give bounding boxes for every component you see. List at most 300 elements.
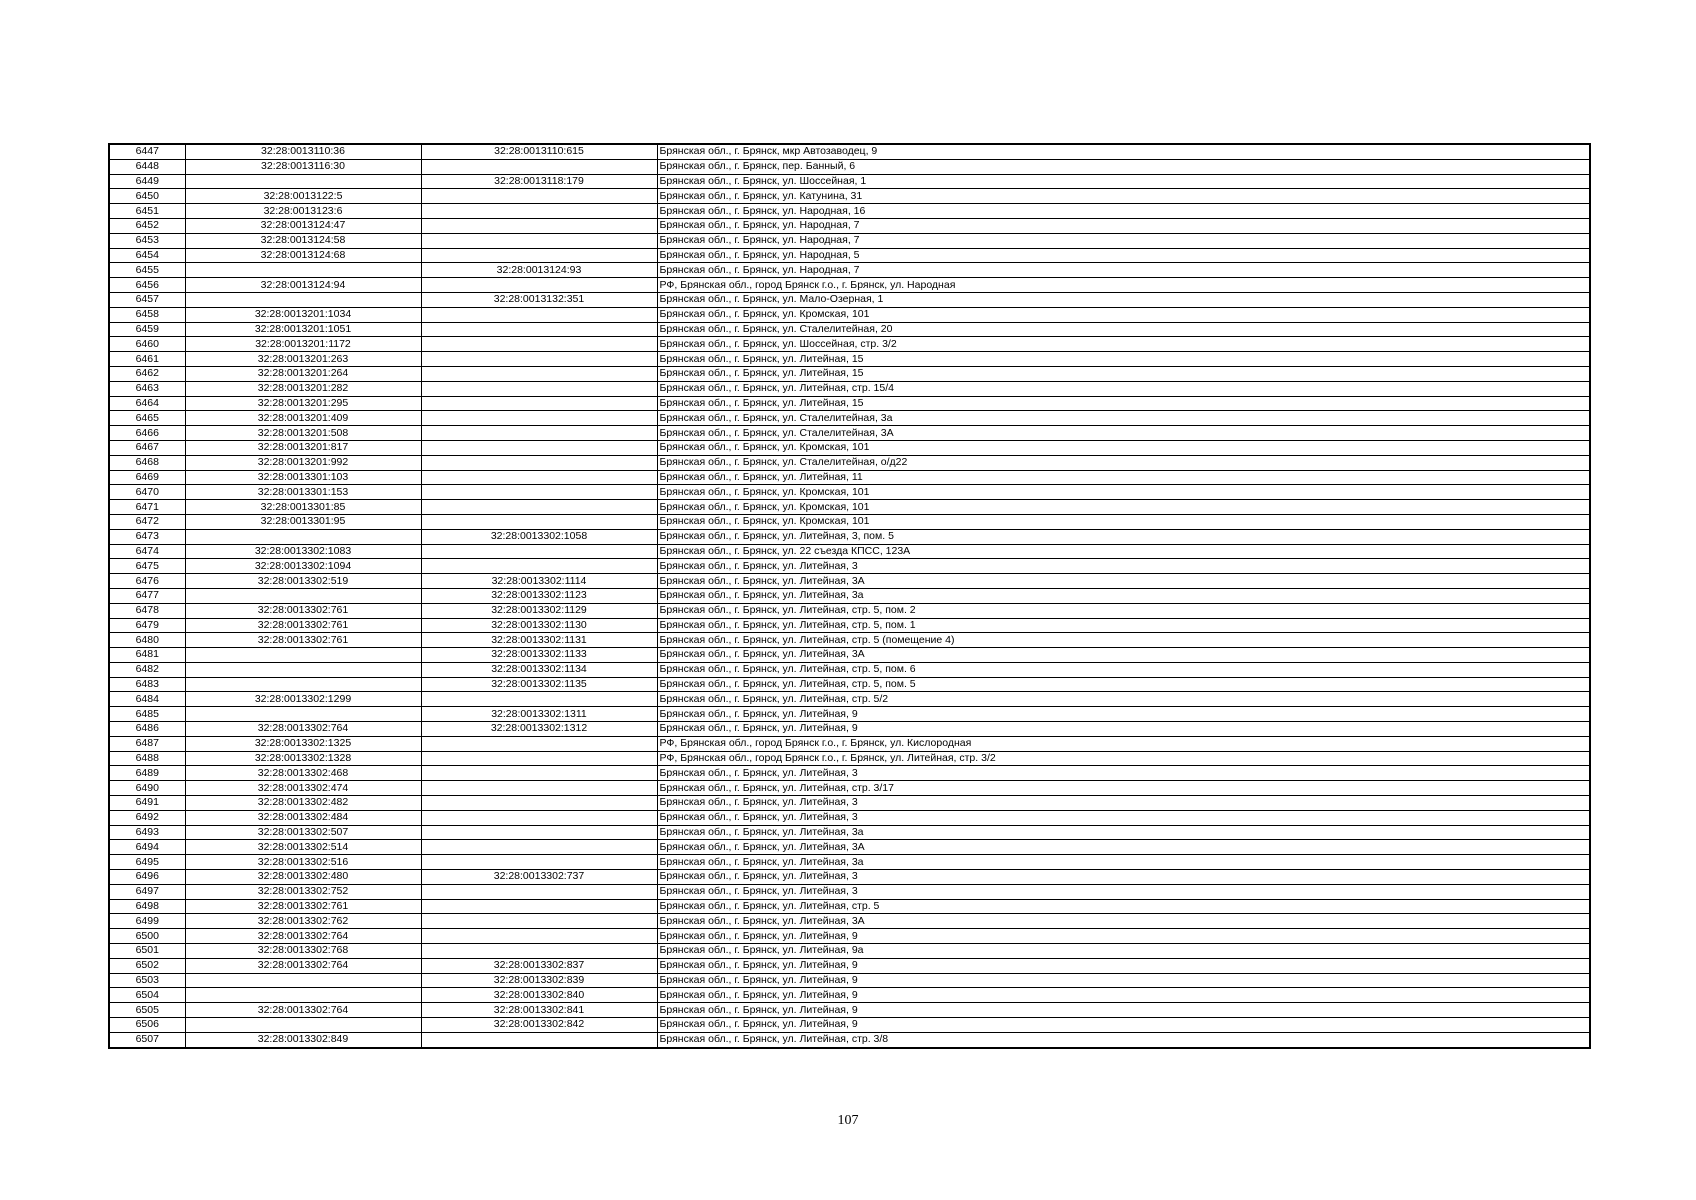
- row-number-cell: 6490: [109, 781, 185, 796]
- building-cadastral-number-cell: [421, 559, 657, 574]
- table-row: [109, 204, 1590, 219]
- row-number-cell: 6452: [109, 218, 185, 233]
- land-cadastral-number-cell: 32:28:0013302:1328: [185, 751, 421, 766]
- land-cadastral-number-cell: 32:28:0013302:752: [185, 884, 421, 899]
- building-cadastral-number-cell: [421, 426, 657, 441]
- building-cadastral-number-cell: 32:28:0013302:840: [421, 988, 657, 1003]
- building-cadastral-number-cell: [421, 751, 657, 766]
- table-row: [109, 825, 1590, 840]
- table-row: [109, 603, 1590, 618]
- building-cadastral-number-cell: [421, 1032, 657, 1047]
- table-row: [109, 366, 1590, 381]
- building-cadastral-number-cell: [421, 470, 657, 485]
- address-cell: Брянская обл., г. Брянск, ул. Литейная, 9а: [657, 944, 1590, 959]
- table-row: [109, 766, 1590, 781]
- address-cell: Брянская обл., г. Брянск, ул. Кромская, 101: [657, 485, 1590, 500]
- row-number-cell: 6451: [109, 204, 185, 219]
- row-number-cell: 6500: [109, 929, 185, 944]
- row-number-cell: 6502: [109, 958, 185, 973]
- address-cell: Брянская обл., г. Брянск, ул. Литейная, 3а: [657, 588, 1590, 603]
- address-cell: Брянская обл., г. Брянск, ул. Народная, 7: [657, 263, 1590, 278]
- table-row: [109, 1018, 1590, 1033]
- table-row: [109, 352, 1590, 367]
- address-cell: Брянская обл., г. Брянск, ул. Сталелитейная, 3А: [657, 426, 1590, 441]
- address-cell: Брянская обл., г. Брянск, ул. Литейная, 3: [657, 810, 1590, 825]
- cadastral-registry-table: [108, 143, 1591, 1049]
- land-cadastral-number-cell: 32:28:0013302:761: [185, 633, 421, 648]
- land-cadastral-number-cell: 32:28:0013301:153: [185, 485, 421, 500]
- table-row: [109, 648, 1590, 663]
- address-cell: Брянская обл., г. Брянск, ул. Литейная, стр. 5, пом. 1: [657, 618, 1590, 633]
- address-cell: Брянская обл., г. Брянск, ул. Литейная, 3, пом. 5: [657, 529, 1590, 544]
- table-row: [109, 1003, 1590, 1018]
- row-number-cell: 6473: [109, 529, 185, 544]
- land-cadastral-number-cell: [185, 648, 421, 663]
- address-cell: Брянская обл., г. Брянск, ул. Народная, 16: [657, 204, 1590, 219]
- table-row: [109, 396, 1590, 411]
- address-cell: Брянская обл., г. Брянск, ул. Шоссейная, 1: [657, 174, 1590, 189]
- table-row: [109, 662, 1590, 677]
- table-row: [109, 855, 1590, 870]
- row-number-cell: 6449: [109, 174, 185, 189]
- table-row: [109, 988, 1590, 1003]
- land-cadastral-number-cell: 32:28:0013302:1083: [185, 544, 421, 559]
- table-row: [109, 189, 1590, 204]
- address-cell: Брянская обл., г. Брянск, ул. Литейная, стр. 3/17: [657, 781, 1590, 796]
- address-cell: Брянская обл., г. Брянск, ул. Литейная, 9: [657, 1003, 1590, 1018]
- address-cell: Брянская обл., г. Брянск, ул. Литейная, стр. 5 (помещение 4): [657, 633, 1590, 648]
- row-number-cell: 6501: [109, 944, 185, 959]
- land-cadastral-number-cell: 32:28:0013201:817: [185, 440, 421, 455]
- table-row: [109, 440, 1590, 455]
- building-cadastral-number-cell: 32:28:0013302:837: [421, 958, 657, 973]
- row-number-cell: 6475: [109, 559, 185, 574]
- row-number-cell: 6453: [109, 233, 185, 248]
- land-cadastral-number-cell: [185, 973, 421, 988]
- row-number-cell: 6484: [109, 692, 185, 707]
- land-cadastral-number-cell: 32:28:0013302:849: [185, 1032, 421, 1047]
- building-cadastral-number-cell: [421, 514, 657, 529]
- building-cadastral-number-cell: 32:28:0013302:842: [421, 1018, 657, 1033]
- table-row: [109, 218, 1590, 233]
- building-cadastral-number-cell: 32:28:0013302:1131: [421, 633, 657, 648]
- address-cell: Брянская обл., г. Брянск, ул. Литейная, 9: [657, 958, 1590, 973]
- row-number-cell: 6478: [109, 603, 185, 618]
- address-cell: Брянская обл., г. Брянск, ул. Народная, 7: [657, 233, 1590, 248]
- table-row: [109, 810, 1590, 825]
- table-row: [109, 544, 1590, 559]
- address-cell: Брянская обл., г. Брянск, ул. Литейная, 9: [657, 707, 1590, 722]
- land-cadastral-number-cell: 32:28:0013302:762: [185, 914, 421, 929]
- address-cell: Брянская обл., г. Брянск, ул. Сталелитейная, 20: [657, 322, 1590, 337]
- land-cadastral-number-cell: 32:28:0013302:516: [185, 855, 421, 870]
- row-number-cell: 6456: [109, 278, 185, 293]
- building-cadastral-number-cell: [421, 159, 657, 174]
- row-number-cell: 6470: [109, 485, 185, 500]
- address-cell: Брянская обл., г. Брянск, ул. Литейная, стр. 5/2: [657, 692, 1590, 707]
- row-number-cell: 6489: [109, 766, 185, 781]
- address-cell: Брянская обл., г. Брянск, ул. Литейная, стр. 3/8: [657, 1032, 1590, 1047]
- address-cell: Брянская обл., г. Брянск, мкр Автозаводец, 9: [657, 144, 1590, 159]
- address-cell: Брянская обл., г. Брянск, ул. Сталелитейная, о/д22: [657, 455, 1590, 470]
- table-row: [109, 692, 1590, 707]
- table-row: [109, 618, 1590, 633]
- building-cadastral-number-cell: [421, 322, 657, 337]
- row-number-cell: 6493: [109, 825, 185, 840]
- building-cadastral-number-cell: [421, 855, 657, 870]
- address-cell: Брянская обл., г. Брянск, ул. Литейная, 9: [657, 1018, 1590, 1033]
- row-number-cell: 6504: [109, 988, 185, 1003]
- table-row: [109, 929, 1590, 944]
- building-cadastral-number-cell: 32:28:0013132:351: [421, 292, 657, 307]
- land-cadastral-number-cell: 32:28:0013302:764: [185, 958, 421, 973]
- building-cadastral-number-cell: [421, 440, 657, 455]
- building-cadastral-number-cell: [421, 204, 657, 219]
- address-cell: РФ, Брянская обл., город Брянск г.о., г. Брянск, ул. Литейная, стр. 3/2: [657, 751, 1590, 766]
- address-cell: Брянская обл., г. Брянск, ул. Литейная, 11: [657, 470, 1590, 485]
- land-cadastral-number-cell: [185, 588, 421, 603]
- address-cell: Брянская обл., г. Брянск, ул. Кромская, 101: [657, 440, 1590, 455]
- row-number-cell: 6494: [109, 840, 185, 855]
- address-cell: Брянская обл., г. Брянск, ул. Сталелитейная, 3а: [657, 411, 1590, 426]
- row-number-cell: 6506: [109, 1018, 185, 1033]
- address-cell: Брянская обл., г. Брянск, ул. Литейная, 9: [657, 722, 1590, 737]
- building-cadastral-number-cell: 32:28:0013302:1312: [421, 722, 657, 737]
- address-cell: Брянская обл., г. Брянск, ул. Литейная, 3а: [657, 855, 1590, 870]
- address-cell: Брянская обл., г. Брянск, ул. Народная, 5: [657, 248, 1590, 263]
- table-row: [109, 248, 1590, 263]
- table-row: [109, 514, 1590, 529]
- address-cell: Брянская обл., г. Брянск, ул. Катунина, 31: [657, 189, 1590, 204]
- land-cadastral-number-cell: 32:28:0013201:264: [185, 366, 421, 381]
- land-cadastral-number-cell: [185, 263, 421, 278]
- address-cell: Брянская обл., г. Брянск, ул. Литейная, стр. 5, пом. 6: [657, 662, 1590, 677]
- land-cadastral-number-cell: 32:28:0013301:85: [185, 500, 421, 515]
- building-cadastral-number-cell: 32:28:0013302:1130: [421, 618, 657, 633]
- row-number-cell: 6460: [109, 337, 185, 352]
- land-cadastral-number-cell: 32:28:0013302:474: [185, 781, 421, 796]
- address-cell: Брянская обл., г. Брянск, ул. Кромская, 101: [657, 307, 1590, 322]
- building-cadastral-number-cell: [421, 411, 657, 426]
- land-cadastral-number-cell: 32:28:0013302:764: [185, 1003, 421, 1018]
- address-cell: Брянская обл., г. Брянск, ул. Литейная, 9: [657, 973, 1590, 988]
- table-row: [109, 529, 1590, 544]
- address-cell: Брянская обл., г. Брянск, ул. Литейная, 15: [657, 352, 1590, 367]
- table-row: [109, 455, 1590, 470]
- land-cadastral-number-cell: 32:28:0013201:992: [185, 455, 421, 470]
- building-cadastral-number-cell: [421, 825, 657, 840]
- row-number-cell: 6505: [109, 1003, 185, 1018]
- building-cadastral-number-cell: [421, 781, 657, 796]
- land-cadastral-number-cell: [185, 1018, 421, 1033]
- address-cell: Брянская обл., г. Брянск, ул. Литейная, 3А: [657, 648, 1590, 663]
- building-cadastral-number-cell: 32:28:0013302:1123: [421, 588, 657, 603]
- land-cadastral-number-cell: 32:28:0013302:514: [185, 840, 421, 855]
- row-number-cell: 6468: [109, 455, 185, 470]
- building-cadastral-number-cell: [421, 455, 657, 470]
- row-number-cell: 6477: [109, 588, 185, 603]
- land-cadastral-number-cell: 32:28:0013201:295: [185, 396, 421, 411]
- table-row: [109, 884, 1590, 899]
- building-cadastral-number-cell: 32:28:0013302:841: [421, 1003, 657, 1018]
- table-row: [109, 796, 1590, 811]
- land-cadastral-number-cell: [185, 529, 421, 544]
- row-number-cell: 6492: [109, 810, 185, 825]
- address-cell: Брянская обл., г. Брянск, ул. Литейная, стр. 15/4: [657, 381, 1590, 396]
- building-cadastral-number-cell: 32:28:0013302:1058: [421, 529, 657, 544]
- row-number-cell: 6458: [109, 307, 185, 322]
- land-cadastral-number-cell: 32:28:0013302:764: [185, 929, 421, 944]
- land-cadastral-number-cell: 32:28:0013123:6: [185, 204, 421, 219]
- address-cell: Брянская обл., г. Брянск, ул. Литейная, стр. 5: [657, 899, 1590, 914]
- row-number-cell: 6491: [109, 796, 185, 811]
- address-cell: Брянская обл., г. Брянск, ул. Литейная, стр. 5, пом. 5: [657, 677, 1590, 692]
- table-row: [109, 307, 1590, 322]
- building-cadastral-number-cell: [421, 278, 657, 293]
- row-number-cell: 6495: [109, 855, 185, 870]
- building-cadastral-number-cell: [421, 500, 657, 515]
- row-number-cell: 6465: [109, 411, 185, 426]
- table-row: [109, 292, 1590, 307]
- row-number-cell: 6471: [109, 500, 185, 515]
- building-cadastral-number-cell: 32:28:0013302:1311: [421, 707, 657, 722]
- building-cadastral-number-cell: 32:28:0013124:93: [421, 263, 657, 278]
- table-row: [109, 707, 1590, 722]
- building-cadastral-number-cell: [421, 810, 657, 825]
- land-cadastral-number-cell: 32:28:0013201:282: [185, 381, 421, 396]
- land-cadastral-number-cell: 32:28:0013124:47: [185, 218, 421, 233]
- address-cell: Брянская обл., г. Брянск, ул. Кромская, 101: [657, 514, 1590, 529]
- row-number-cell: 6466: [109, 426, 185, 441]
- building-cadastral-number-cell: [421, 248, 657, 263]
- table-row: [109, 736, 1590, 751]
- table-row: [109, 781, 1590, 796]
- address-cell: Брянская обл., г. Брянск, ул. Литейная, 3а: [657, 825, 1590, 840]
- building-cadastral-number-cell: [421, 218, 657, 233]
- address-cell: Брянская обл., г. Брянск, ул. Литейная, 3: [657, 870, 1590, 885]
- land-cadastral-number-cell: [185, 707, 421, 722]
- table-row: [109, 899, 1590, 914]
- building-cadastral-number-cell: [421, 736, 657, 751]
- land-cadastral-number-cell: [185, 677, 421, 692]
- table-row: [109, 870, 1590, 885]
- address-cell: РФ, Брянская обл., город Брянск г.о., г. Брянск, ул. Кислородная: [657, 736, 1590, 751]
- address-cell: Брянская обл., г. Брянск, ул. Литейная, 15: [657, 396, 1590, 411]
- table-row: [109, 1032, 1590, 1047]
- building-cadastral-number-cell: [421, 366, 657, 381]
- land-cadastral-number-cell: 32:28:0013124:68: [185, 248, 421, 263]
- building-cadastral-number-cell: 32:28:0013302:737: [421, 870, 657, 885]
- land-cadastral-number-cell: 32:28:0013302:761: [185, 899, 421, 914]
- row-number-cell: 6481: [109, 648, 185, 663]
- address-cell: РФ, Брянская обл., город Брянск г.о., г. Брянск, ул. Народная: [657, 278, 1590, 293]
- building-cadastral-number-cell: [421, 944, 657, 959]
- address-cell: Брянская обл., г. Брянск, пер. Банный, 6: [657, 159, 1590, 174]
- building-cadastral-number-cell: [421, 396, 657, 411]
- land-cadastral-number-cell: [185, 988, 421, 1003]
- row-number-cell: 6455: [109, 263, 185, 278]
- row-number-cell: 6486: [109, 722, 185, 737]
- land-cadastral-number-cell: 32:28:0013201:508: [185, 426, 421, 441]
- table-row: [109, 944, 1590, 959]
- building-cadastral-number-cell: 32:28:0013118:179: [421, 174, 657, 189]
- land-cadastral-number-cell: 32:28:0013124:94: [185, 278, 421, 293]
- building-cadastral-number-cell: 32:28:0013302:839: [421, 973, 657, 988]
- row-number-cell: 6474: [109, 544, 185, 559]
- address-cell: Брянская обл., г. Брянск, ул. Литейная, 3: [657, 559, 1590, 574]
- table-row: [109, 144, 1590, 159]
- land-cadastral-number-cell: 32:28:0013302:484: [185, 810, 421, 825]
- table-row: [109, 233, 1590, 248]
- building-cadastral-number-cell: [421, 485, 657, 500]
- land-cadastral-number-cell: 32:28:0013301:103: [185, 470, 421, 485]
- land-cadastral-number-cell: 32:28:0013201:1172: [185, 337, 421, 352]
- row-number-cell: 6487: [109, 736, 185, 751]
- land-cadastral-number-cell: 32:28:0013302:468: [185, 766, 421, 781]
- table-row: [109, 322, 1590, 337]
- land-cadastral-number-cell: 32:28:0013122:5: [185, 189, 421, 204]
- table-row: [109, 500, 1590, 515]
- table-row: [109, 633, 1590, 648]
- building-cadastral-number-cell: [421, 337, 657, 352]
- row-number-cell: 6507: [109, 1032, 185, 1047]
- registry-table-body: [109, 144, 1590, 1048]
- land-cadastral-number-cell: 32:28:0013302:1094: [185, 559, 421, 574]
- address-cell: Брянская обл., г. Брянск, ул. Народная, 7: [657, 218, 1590, 233]
- land-cadastral-number-cell: [185, 174, 421, 189]
- address-cell: Брянская обл., г. Брянск, ул. Литейная, 9: [657, 988, 1590, 1003]
- building-cadastral-number-cell: [421, 544, 657, 559]
- address-cell: Брянская обл., г. Брянск, ул. Шоссейная, стр. 3/2: [657, 337, 1590, 352]
- building-cadastral-number-cell: [421, 233, 657, 248]
- row-number-cell: 6457: [109, 292, 185, 307]
- address-cell: Брянская обл., г. Брянск, ул. Литейная, 15: [657, 366, 1590, 381]
- row-number-cell: 6479: [109, 618, 185, 633]
- table-row: [109, 278, 1590, 293]
- table-row: [109, 411, 1590, 426]
- table-row: [109, 381, 1590, 396]
- building-cadastral-number-cell: 32:28:0013302:1133: [421, 648, 657, 663]
- page-number: 107: [837, 1113, 859, 1128]
- land-cadastral-number-cell: 32:28:0013302:761: [185, 603, 421, 618]
- building-cadastral-number-cell: 32:28:0013302:1134: [421, 662, 657, 677]
- land-cadastral-number-cell: 32:28:0013302:482: [185, 796, 421, 811]
- address-cell: Брянская обл., г. Брянск, ул. Литейная, 3А: [657, 840, 1590, 855]
- land-cadastral-number-cell: 32:28:0013302:1325: [185, 736, 421, 751]
- table-row: [109, 263, 1590, 278]
- table-row: [109, 159, 1590, 174]
- row-number-cell: 6462: [109, 366, 185, 381]
- table-row: [109, 426, 1590, 441]
- row-number-cell: 6448: [109, 159, 185, 174]
- table-row: [109, 337, 1590, 352]
- row-number-cell: 6483: [109, 677, 185, 692]
- row-number-cell: 6461: [109, 352, 185, 367]
- building-cadastral-number-cell: [421, 929, 657, 944]
- address-cell: Брянская обл., г. Брянск, ул. Литейная, 3: [657, 796, 1590, 811]
- land-cadastral-number-cell: 32:28:0013201:1034: [185, 307, 421, 322]
- land-cadastral-number-cell: 32:28:0013201:1051: [185, 322, 421, 337]
- address-cell: Брянская обл., г. Брянск, ул. Литейная, 3А: [657, 914, 1590, 929]
- table-row: [109, 588, 1590, 603]
- building-cadastral-number-cell: [421, 381, 657, 396]
- table-row: [109, 840, 1590, 855]
- row-number-cell: 6499: [109, 914, 185, 929]
- building-cadastral-number-cell: [421, 796, 657, 811]
- building-cadastral-number-cell: [421, 899, 657, 914]
- table-row: [109, 914, 1590, 929]
- land-cadastral-number-cell: 32:28:0013116:30: [185, 159, 421, 174]
- land-cadastral-number-cell: 32:28:0013302:764: [185, 722, 421, 737]
- land-cadastral-number-cell: 32:28:0013201:263: [185, 352, 421, 367]
- building-cadastral-number-cell: [421, 914, 657, 929]
- address-cell: Брянская обл., г. Брянск, ул. 22 съезда КПСС, 123А: [657, 544, 1590, 559]
- address-cell: Брянская обл., г. Брянск, ул. Литейная, 3А: [657, 574, 1590, 589]
- table-row: [109, 470, 1590, 485]
- address-cell: Брянская обл., г. Брянск, ул. Литейная, 9: [657, 929, 1590, 944]
- row-number-cell: 6476: [109, 574, 185, 589]
- address-cell: Брянская обл., г. Брянск, ул. Литейная, 3: [657, 766, 1590, 781]
- row-number-cell: 6472: [109, 514, 185, 529]
- building-cadastral-number-cell: [421, 692, 657, 707]
- row-number-cell: 6450: [109, 189, 185, 204]
- land-cadastral-number-cell: 32:28:0013302:761: [185, 618, 421, 633]
- building-cadastral-number-cell: [421, 189, 657, 204]
- row-number-cell: 6469: [109, 470, 185, 485]
- table-row: [109, 973, 1590, 988]
- building-cadastral-number-cell: 32:28:0013302:1129: [421, 603, 657, 618]
- land-cadastral-number-cell: 32:28:0013124:58: [185, 233, 421, 248]
- building-cadastral-number-cell: 32:28:0013302:1135: [421, 677, 657, 692]
- land-cadastral-number-cell: 32:28:0013201:409: [185, 411, 421, 426]
- address-cell: Брянская обл., г. Брянск, ул. Литейная, 3: [657, 884, 1590, 899]
- table-row: [109, 677, 1590, 692]
- row-number-cell: 6485: [109, 707, 185, 722]
- land-cadastral-number-cell: 32:28:0013302:768: [185, 944, 421, 959]
- row-number-cell: 6496: [109, 870, 185, 885]
- table-row: [109, 559, 1590, 574]
- building-cadastral-number-cell: [421, 766, 657, 781]
- row-number-cell: 6464: [109, 396, 185, 411]
- row-number-cell: 6463: [109, 381, 185, 396]
- building-cadastral-number-cell: 32:28:0013302:1114: [421, 574, 657, 589]
- land-cadastral-number-cell: [185, 662, 421, 677]
- address-cell: Брянская обл., г. Брянск, ул. Мало-Озерная, 1: [657, 292, 1590, 307]
- land-cadastral-number-cell: 32:28:0013302:507: [185, 825, 421, 840]
- row-number-cell: 6447: [109, 144, 185, 159]
- table-row: [109, 751, 1590, 766]
- land-cadastral-number-cell: [185, 292, 421, 307]
- row-number-cell: 6503: [109, 973, 185, 988]
- table-row: [109, 174, 1590, 189]
- land-cadastral-number-cell: 32:28:0013301:95: [185, 514, 421, 529]
- row-number-cell: 6498: [109, 899, 185, 914]
- row-number-cell: 6467: [109, 440, 185, 455]
- address-cell: Брянская обл., г. Брянск, ул. Кромская, 101: [657, 500, 1590, 515]
- table-row: [109, 958, 1590, 973]
- row-number-cell: 6488: [109, 751, 185, 766]
- row-number-cell: 6497: [109, 884, 185, 899]
- row-number-cell: 6480: [109, 633, 185, 648]
- building-cadastral-number-cell: [421, 840, 657, 855]
- land-cadastral-number-cell: 32:28:0013302:480: [185, 870, 421, 885]
- row-number-cell: 6482: [109, 662, 185, 677]
- table-row: [109, 485, 1590, 500]
- building-cadastral-number-cell: [421, 307, 657, 322]
- row-number-cell: 6459: [109, 322, 185, 337]
- land-cadastral-number-cell: 32:28:0013302:1299: [185, 692, 421, 707]
- building-cadastral-number-cell: [421, 352, 657, 367]
